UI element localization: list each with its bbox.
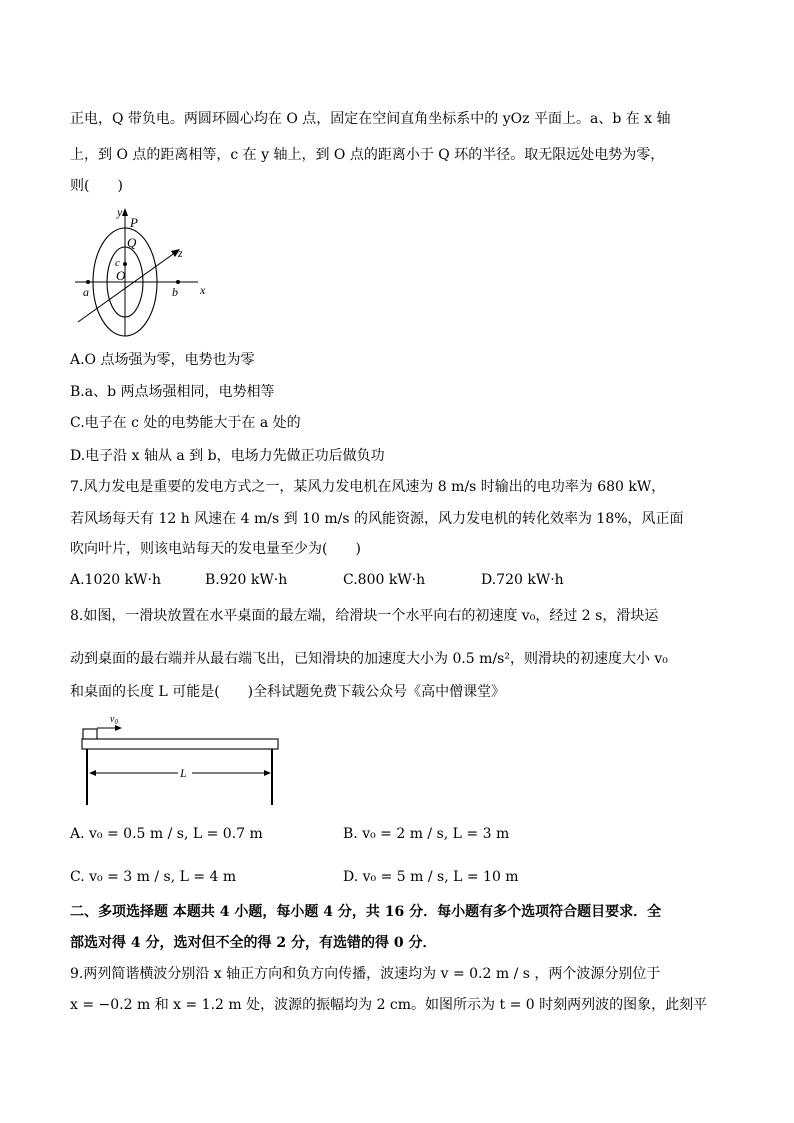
point-b [176, 280, 180, 284]
q8-line-1: 8.如图，一滑块放置在水平桌面的最左端，给滑块一个水平向右的初速度 v₀，经过 2 s，滑块运 [70, 608, 659, 624]
q7-option-a: A.1020 kW·h [70, 572, 161, 588]
q7-option-d: D.720 kW·h [481, 572, 564, 588]
q6-line-3: 则( ) [70, 178, 123, 194]
label-P: P [130, 215, 138, 230]
q9-line-2: x = −0.2 m 和 x = 1.2 m 处，波源的振幅均为 2 cm。如图所示为 t = 0 时刻两列波的图象，此刻平 [70, 997, 708, 1013]
q6-option-d: D.电子沿 x 轴从 a 到 b，电场力先做正功后做负功 [70, 448, 385, 464]
q6-option-a: A.O 点场强为零，电势也为零 [70, 352, 255, 368]
point-c [123, 262, 127, 266]
section2-line-2: 部选对得 4 分，选对但不全的得 2 分，有选错的得 0 分． [70, 935, 437, 951]
label-Q: Q [127, 235, 137, 250]
q7-line-1: 7.风力发电是重要的发电方式之一，某风力发电机在风速为 8 m/s 时输出的电功率为 680 kW， [70, 479, 666, 495]
q7-option-c: C.800 kW·h [343, 572, 426, 588]
label-v0: $v_0$ [110, 714, 118, 726]
q6-option-b: B.a、b 两点场强相同，电势相等 [70, 384, 275, 400]
q8-line-3: 和桌面的长度 L 可能是( )全科试题免费下载公众号《高中僧课堂》 [70, 684, 506, 700]
label-O: O [116, 268, 126, 283]
point-a [86, 280, 90, 284]
section2-line-1: 二、多项选择题 本题共 4 小题，每小题 4 分，共 16 分．每小题有多个选项符合题目要求．全 [70, 904, 662, 920]
q8-option-c: C. v₀ = 3 m / s, L = 4 m [70, 869, 237, 885]
q6-line-2: 上，到 O 点的距离相等，c 在 y 轴上，到 O 点的距离小于 Q 环的半径。取无限远处电势为零， [70, 147, 665, 163]
label-c: c [115, 257, 120, 269]
q6-rings-figure [70, 200, 220, 340]
label-z: z [178, 246, 183, 260]
label-x: x [200, 283, 206, 297]
label-a: a [83, 285, 89, 299]
label-b: b [172, 285, 178, 299]
q8-table-figure [70, 712, 290, 812]
q7-line-2: 若风场每天有 12 h 风速在 4 m/s 到 10 m/s 的风能资源，风力发电机的转化效率为 18%，风正面 [70, 511, 684, 527]
q8-line-2: 动到桌面的最右端并从最右端飞出，已知滑块的加速度大小为 0.5 m/s²，则滑块的初速度大小 v₀ [70, 651, 668, 667]
q7-option-b: B.920 kW·h [205, 572, 288, 588]
label-L: L [180, 766, 187, 780]
q6-option-c: C.电子在 c 处的电势能大于在 a 处的 [70, 415, 301, 431]
q9-line-1: 9.两列简谐横波分别沿 x 轴正方向和负方向传播，波速均为 v = 0.2 m / s ，两个波源分别位于 [70, 966, 661, 982]
label-y: y [117, 205, 123, 219]
q8-option-a: A. v₀ = 0.5 m / s, L = 0.7 m [70, 826, 263, 842]
slider-block [83, 729, 97, 739]
q7-line-3: 吹向叶片，则该电站每天的发电量至少为( ) [70, 541, 361, 557]
q8-option-b: B. v₀ = 2 m / s, L = 3 m [343, 826, 510, 842]
q6-line-1: 正电，Q 带负电。两圆环圆心均在 O 点，固定在空间直角坐标系中的 yOz 平面上。a、b 在 x 轴 [70, 111, 671, 127]
q8-option-d: D. v₀ = 5 m / s, L = 10 m [343, 869, 519, 885]
